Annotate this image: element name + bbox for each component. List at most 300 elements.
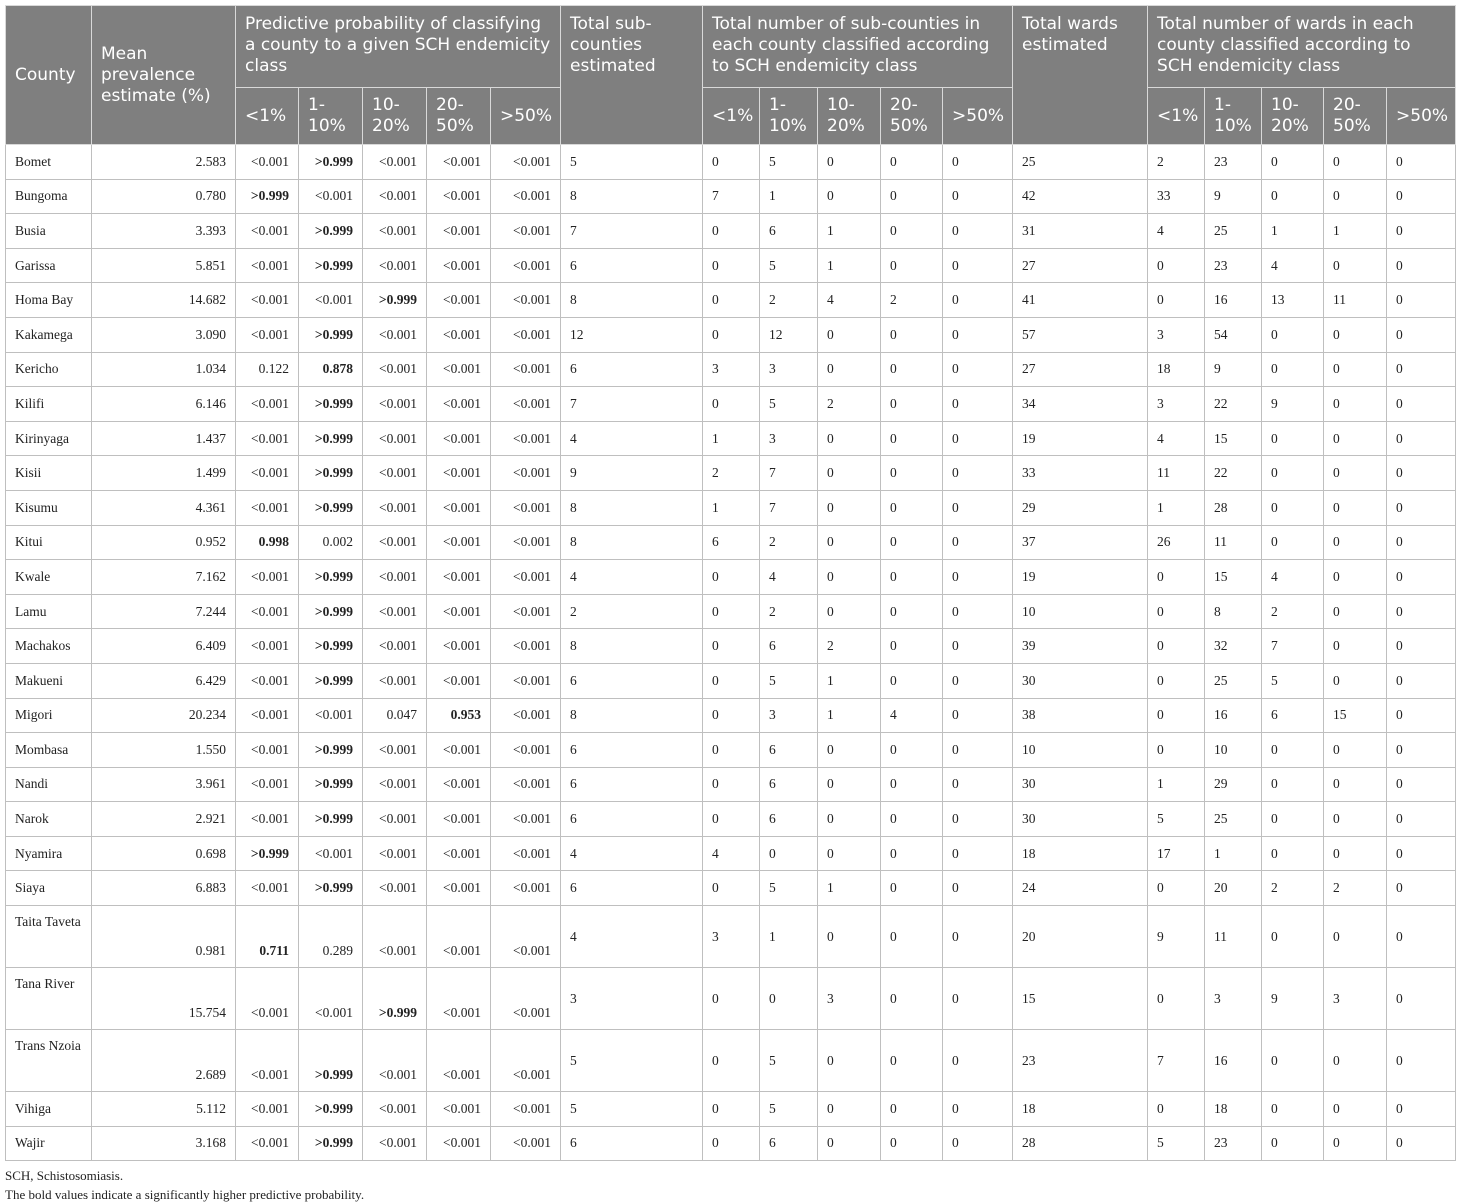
probability-cell: <0.001 xyxy=(491,906,561,968)
sub-county-count-cell: 1 xyxy=(703,421,760,456)
sub-county-count-cell: 4 xyxy=(760,560,818,595)
probability-cell: >0.999 xyxy=(299,421,363,456)
probability-cell: <0.001 xyxy=(491,733,561,768)
ward-count-cell: 23 xyxy=(1205,1126,1262,1161)
sub-county-count-cell: 0 xyxy=(818,1092,881,1127)
ward-count-cell: 9 xyxy=(1148,906,1205,968)
probability-cell: <0.001 xyxy=(427,490,491,525)
probability-cell: <0.001 xyxy=(363,214,427,249)
table-row xyxy=(6,214,1456,249)
sub-county-count-cell: 0 xyxy=(703,387,760,422)
ward-count-cell: 0 xyxy=(1387,456,1456,491)
sub-county-count-cell: 0 xyxy=(943,421,1013,456)
total-sub-counties-cell: 7 xyxy=(561,387,703,422)
probability-cell: 0.002 xyxy=(299,525,363,560)
ward-count-cell: 3 xyxy=(1324,968,1387,1030)
total-wards-cell: 19 xyxy=(1013,421,1148,456)
header-ward-class-0: <1% xyxy=(1148,88,1205,145)
ward-count-cell: 16 xyxy=(1205,698,1262,733)
ward-count-cell: 0 xyxy=(1324,906,1387,968)
header-sub-class-2: 10-20% xyxy=(818,88,881,145)
total-sub-counties-cell: 6 xyxy=(561,733,703,768)
probability-cell: <0.001 xyxy=(236,733,299,768)
county-cell: Narok xyxy=(6,802,92,837)
sub-county-count-cell: 0 xyxy=(881,836,943,871)
probability-cell: <0.001 xyxy=(427,871,491,906)
probability-cell: <0.001 xyxy=(427,594,491,629)
sub-county-count-cell: 1 xyxy=(818,698,881,733)
ward-count-cell: 0 xyxy=(1324,767,1387,802)
probability-cell: <0.001 xyxy=(491,214,561,249)
table-row xyxy=(6,629,1456,664)
probability-cell: <0.001 xyxy=(363,1126,427,1161)
ward-count-cell: 0 xyxy=(1387,663,1456,698)
table-row xyxy=(6,456,1456,491)
total-sub-counties-cell: 6 xyxy=(561,871,703,906)
sub-county-count-cell: 7 xyxy=(703,179,760,214)
table-row xyxy=(6,968,1456,1030)
ward-count-cell: 0 xyxy=(1262,145,1324,180)
table-row xyxy=(6,387,1456,422)
probability-cell: <0.001 xyxy=(363,594,427,629)
ward-count-cell: 22 xyxy=(1205,387,1262,422)
probability-cell: 0.289 xyxy=(299,906,363,968)
sub-county-count-cell: 6 xyxy=(760,629,818,664)
sub-county-count-cell: 0 xyxy=(943,456,1013,491)
ward-count-cell: 0 xyxy=(1387,733,1456,768)
probability-cell: >0.999 xyxy=(299,560,363,595)
sub-county-count-cell: 0 xyxy=(943,283,1013,318)
sub-county-count-cell: 0 xyxy=(943,906,1013,968)
county-cell: Kwale xyxy=(6,560,92,595)
table-row xyxy=(6,248,1456,283)
ward-count-cell: 20 xyxy=(1205,871,1262,906)
probability-cell: >0.999 xyxy=(299,214,363,249)
ward-count-cell: 7 xyxy=(1262,629,1324,664)
probability-cell: >0.999 xyxy=(299,145,363,180)
ward-count-cell: 1 xyxy=(1262,214,1324,249)
ward-count-cell: 16 xyxy=(1205,1030,1262,1092)
ward-count-cell: 0 xyxy=(1324,1030,1387,1092)
sub-county-count-cell: 0 xyxy=(881,871,943,906)
sub-county-count-cell: 0 xyxy=(881,767,943,802)
total-sub-counties-cell: 4 xyxy=(561,836,703,871)
sub-county-count-cell: 6 xyxy=(760,214,818,249)
sub-county-count-cell: 5 xyxy=(760,387,818,422)
sub-county-count-cell: 0 xyxy=(881,456,943,491)
total-wards-cell: 10 xyxy=(1013,594,1148,629)
probability-cell: 0.998 xyxy=(236,525,299,560)
ward-count-cell: 15 xyxy=(1205,560,1262,595)
probability-cell: <0.001 xyxy=(363,1092,427,1127)
ward-count-cell: 0 xyxy=(1324,663,1387,698)
header-ward-class-4: >50% xyxy=(1387,88,1456,145)
ward-count-cell: 0 xyxy=(1387,1030,1456,1092)
probability-cell: <0.001 xyxy=(427,145,491,180)
ward-count-cell: 0 xyxy=(1387,352,1456,387)
sub-county-count-cell: 5 xyxy=(760,871,818,906)
sub-county-count-cell: 0 xyxy=(818,767,881,802)
ward-count-cell: 0 xyxy=(1262,179,1324,214)
sub-county-count-cell: 6 xyxy=(760,802,818,837)
probability-cell: <0.001 xyxy=(491,1092,561,1127)
ward-count-cell: 28 xyxy=(1205,490,1262,525)
probability-cell: <0.001 xyxy=(299,179,363,214)
table-row xyxy=(6,145,1456,180)
probability-cell: <0.001 xyxy=(299,698,363,733)
total-sub-counties-cell: 6 xyxy=(561,1126,703,1161)
ward-count-cell: 0 xyxy=(1324,179,1387,214)
ward-count-cell: 0 xyxy=(1387,594,1456,629)
ward-count-cell: 25 xyxy=(1205,663,1262,698)
probability-cell: <0.001 xyxy=(236,421,299,456)
sub-county-count-cell: 0 xyxy=(943,1126,1013,1161)
table-row xyxy=(6,421,1456,456)
probability-cell: <0.001 xyxy=(236,317,299,352)
sub-county-count-cell: 0 xyxy=(818,490,881,525)
sub-county-count-cell: 2 xyxy=(818,629,881,664)
total-sub-counties-cell: 8 xyxy=(561,490,703,525)
probability-cell: <0.001 xyxy=(491,179,561,214)
ward-count-cell: 0 xyxy=(1387,1092,1456,1127)
probability-cell: <0.001 xyxy=(491,1126,561,1161)
total-wards-cell: 28 xyxy=(1013,1126,1148,1161)
sub-county-count-cell: 2 xyxy=(703,456,760,491)
ward-count-cell: 0 xyxy=(1262,352,1324,387)
total-sub-counties-cell: 2 xyxy=(561,594,703,629)
probability-cell: <0.001 xyxy=(491,871,561,906)
sub-county-count-cell: 0 xyxy=(881,560,943,595)
total-sub-counties-cell: 5 xyxy=(561,145,703,180)
ward-count-cell: 0 xyxy=(1324,525,1387,560)
sub-county-count-cell: 0 xyxy=(760,836,818,871)
probability-cell: <0.001 xyxy=(427,456,491,491)
ward-count-cell: 4 xyxy=(1148,214,1205,249)
probability-cell: <0.001 xyxy=(236,214,299,249)
ward-count-cell: 29 xyxy=(1205,767,1262,802)
sub-county-count-cell: 2 xyxy=(760,283,818,318)
probability-cell: <0.001 xyxy=(363,421,427,456)
sub-county-count-cell: 0 xyxy=(881,145,943,180)
probability-cell: <0.001 xyxy=(427,836,491,871)
sub-county-count-cell: 3 xyxy=(703,906,760,968)
total-sub-counties-cell: 8 xyxy=(561,283,703,318)
probability-cell: <0.001 xyxy=(491,663,561,698)
ward-count-cell: 15 xyxy=(1205,421,1262,456)
probability-cell: <0.001 xyxy=(236,1092,299,1127)
county-cell: Nandi xyxy=(6,767,92,802)
sub-county-count-cell: 0 xyxy=(760,968,818,1030)
probability-cell: <0.001 xyxy=(427,968,491,1030)
ward-count-cell: 0 xyxy=(1324,733,1387,768)
probability-cell: <0.001 xyxy=(236,248,299,283)
total-sub-counties-cell: 7 xyxy=(561,214,703,249)
county-cell: Kirinyaga xyxy=(6,421,92,456)
ward-count-cell: 18 xyxy=(1205,1092,1262,1127)
sub-county-count-cell: 0 xyxy=(818,560,881,595)
mean-prevalence-cell: 3.168 xyxy=(92,1126,236,1161)
sub-county-count-cell: 0 xyxy=(818,906,881,968)
ward-count-cell: 0 xyxy=(1262,317,1324,352)
ward-count-cell: 0 xyxy=(1324,317,1387,352)
probability-cell: <0.001 xyxy=(491,421,561,456)
ward-count-cell: 0 xyxy=(1262,1092,1324,1127)
sub-county-count-cell: 0 xyxy=(818,1126,881,1161)
probability-cell: <0.001 xyxy=(491,698,561,733)
total-sub-counties-cell: 5 xyxy=(561,1092,703,1127)
probability-cell: <0.001 xyxy=(299,836,363,871)
mean-prevalence-cell: 5.112 xyxy=(92,1092,236,1127)
table-row xyxy=(6,906,1456,968)
mean-prevalence-cell: 6.146 xyxy=(92,387,236,422)
total-wards-cell: 10 xyxy=(1013,733,1148,768)
ward-count-cell: 0 xyxy=(1324,248,1387,283)
ward-count-cell: 16 xyxy=(1205,283,1262,318)
total-wards-cell: 20 xyxy=(1013,906,1148,968)
table-row xyxy=(6,1030,1456,1092)
sub-county-count-cell: 7 xyxy=(760,490,818,525)
ward-count-cell: 0 xyxy=(1324,1092,1387,1127)
probability-cell: <0.001 xyxy=(236,456,299,491)
ward-count-cell: 0 xyxy=(1324,490,1387,525)
ward-count-cell: 25 xyxy=(1205,802,1262,837)
sub-county-count-cell: 0 xyxy=(943,968,1013,1030)
ward-count-cell: 17 xyxy=(1148,836,1205,871)
ward-count-cell: 11 xyxy=(1324,283,1387,318)
probability-cell: <0.001 xyxy=(427,733,491,768)
ward-count-cell: 11 xyxy=(1205,906,1262,968)
sub-county-count-cell: 5 xyxy=(760,248,818,283)
county-cell: Bomet xyxy=(6,145,92,180)
sub-county-count-cell: 0 xyxy=(703,214,760,249)
header-sub-class-4: >50% xyxy=(943,88,1013,145)
ward-count-cell: 1 xyxy=(1148,767,1205,802)
ward-count-cell: 3 xyxy=(1148,387,1205,422)
county-cell: Trans Nzoia xyxy=(6,1030,92,1092)
ward-count-cell: 9 xyxy=(1205,179,1262,214)
sub-county-count-cell: 0 xyxy=(703,1126,760,1161)
mean-prevalence-cell: 3.393 xyxy=(92,214,236,249)
total-wards-cell: 18 xyxy=(1013,836,1148,871)
ward-count-cell: 0 xyxy=(1324,352,1387,387)
total-sub-counties-cell: 6 xyxy=(561,767,703,802)
probability-cell: <0.001 xyxy=(363,663,427,698)
ward-count-cell: 0 xyxy=(1387,490,1456,525)
table-row xyxy=(6,663,1456,698)
total-wards-cell: 39 xyxy=(1013,629,1148,664)
header-prob-class-4: >50% xyxy=(491,88,561,145)
county-cell: Lamu xyxy=(6,594,92,629)
ward-count-cell: 4 xyxy=(1262,560,1324,595)
probability-cell: <0.001 xyxy=(491,594,561,629)
probability-cell: <0.001 xyxy=(427,248,491,283)
sub-county-count-cell: 3 xyxy=(818,968,881,1030)
total-wards-cell: 38 xyxy=(1013,698,1148,733)
ward-count-cell: 0 xyxy=(1262,733,1324,768)
probability-cell: 0.122 xyxy=(236,352,299,387)
sub-county-count-cell: 0 xyxy=(943,629,1013,664)
probability-cell: <0.001 xyxy=(491,456,561,491)
county-cell: Kisii xyxy=(6,456,92,491)
sub-county-count-cell: 0 xyxy=(881,663,943,698)
probability-cell: 0.878 xyxy=(299,352,363,387)
ward-count-cell: 0 xyxy=(1148,629,1205,664)
ward-count-cell: 0 xyxy=(1148,663,1205,698)
header-sub-class-3: 20-50% xyxy=(881,88,943,145)
table-row xyxy=(6,698,1456,733)
probability-cell: <0.001 xyxy=(363,906,427,968)
county-cell: Siaya xyxy=(6,871,92,906)
probability-cell: <0.001 xyxy=(236,1126,299,1161)
total-sub-counties-cell: 4 xyxy=(561,906,703,968)
sub-county-count-cell: 0 xyxy=(703,283,760,318)
sub-county-count-cell: 1 xyxy=(760,906,818,968)
sub-county-count-cell: 0 xyxy=(818,421,881,456)
probability-cell: >0.999 xyxy=(363,968,427,1030)
sub-county-count-cell: 0 xyxy=(703,145,760,180)
total-wards-cell: 27 xyxy=(1013,352,1148,387)
sub-county-count-cell: 0 xyxy=(818,1030,881,1092)
county-cell: Makueni xyxy=(6,663,92,698)
county-cell: Kitui xyxy=(6,525,92,560)
sub-county-count-cell: 0 xyxy=(943,179,1013,214)
ward-count-cell: 0 xyxy=(1387,1126,1456,1161)
ward-count-cell: 11 xyxy=(1148,456,1205,491)
probability-cell: <0.001 xyxy=(236,490,299,525)
probability-cell: <0.001 xyxy=(491,767,561,802)
sub-county-count-cell: 0 xyxy=(943,214,1013,249)
probability-cell: >0.999 xyxy=(299,317,363,352)
sub-county-count-cell: 0 xyxy=(943,490,1013,525)
ward-count-cell: 0 xyxy=(1324,560,1387,595)
table-row xyxy=(6,283,1456,318)
sub-county-count-cell: 0 xyxy=(881,248,943,283)
probability-cell: >0.999 xyxy=(299,490,363,525)
mean-prevalence-cell: 3.961 xyxy=(92,767,236,802)
ward-count-cell: 54 xyxy=(1205,317,1262,352)
sub-county-count-cell: 2 xyxy=(760,525,818,560)
total-wards-cell: 31 xyxy=(1013,214,1148,249)
probability-cell: 0.711 xyxy=(236,906,299,968)
total-sub-counties-cell: 8 xyxy=(561,525,703,560)
probability-cell: <0.001 xyxy=(363,490,427,525)
total-sub-counties-cell: 4 xyxy=(561,421,703,456)
probability-cell: <0.001 xyxy=(363,802,427,837)
probability-cell: <0.001 xyxy=(363,525,427,560)
ward-count-cell: 23 xyxy=(1205,145,1262,180)
mean-prevalence-cell: 0.698 xyxy=(92,836,236,871)
probability-cell: <0.001 xyxy=(491,1030,561,1092)
schistosomiasis-table xyxy=(5,5,1456,1161)
sub-county-count-cell: 0 xyxy=(943,698,1013,733)
sub-county-count-cell: 0 xyxy=(818,317,881,352)
probability-cell: <0.001 xyxy=(427,283,491,318)
probability-cell: <0.001 xyxy=(363,560,427,595)
ward-count-cell: 15 xyxy=(1324,698,1387,733)
ward-count-cell: 0 xyxy=(1387,214,1456,249)
sub-county-count-cell: 6 xyxy=(760,1126,818,1161)
mean-prevalence-cell: 2.583 xyxy=(92,145,236,180)
sub-county-count-cell: 0 xyxy=(881,387,943,422)
total-wards-cell: 25 xyxy=(1013,145,1148,180)
ward-count-cell: 0 xyxy=(1387,836,1456,871)
header-ward-class-3: 20-50% xyxy=(1324,88,1387,145)
table-row xyxy=(6,352,1456,387)
ward-count-cell: 0 xyxy=(1387,906,1456,968)
ward-count-cell: 8 xyxy=(1205,594,1262,629)
sub-county-count-cell: 5 xyxy=(760,145,818,180)
ward-count-cell: 0 xyxy=(1387,560,1456,595)
sub-county-count-cell: 0 xyxy=(703,871,760,906)
probability-cell: <0.001 xyxy=(236,145,299,180)
county-cell: Wajir xyxy=(6,1126,92,1161)
sub-county-count-cell: 1 xyxy=(818,663,881,698)
table-container xyxy=(5,5,1455,1204)
probability-cell: <0.001 xyxy=(236,594,299,629)
probability-cell: >0.999 xyxy=(299,663,363,698)
ward-count-cell: 0 xyxy=(1148,733,1205,768)
probability-cell: <0.001 xyxy=(236,802,299,837)
county-cell: Bungoma xyxy=(6,179,92,214)
probability-cell: <0.001 xyxy=(363,352,427,387)
sub-county-count-cell: 0 xyxy=(703,767,760,802)
sub-county-count-cell: 2 xyxy=(881,283,943,318)
table-row xyxy=(6,560,1456,595)
header-sub-county-classes: Total number of sub-counties in each county classified according to SCH endemicity class xyxy=(703,6,1013,88)
total-wards-cell: 18 xyxy=(1013,1092,1148,1127)
total-sub-counties-cell: 8 xyxy=(561,698,703,733)
ward-count-cell: 0 xyxy=(1262,456,1324,491)
sub-county-count-cell: 0 xyxy=(818,802,881,837)
total-wards-cell: 30 xyxy=(1013,663,1148,698)
mean-prevalence-cell: 20.234 xyxy=(92,698,236,733)
mean-prevalence-cell: 5.851 xyxy=(92,248,236,283)
sub-county-count-cell: 0 xyxy=(943,767,1013,802)
ward-count-cell: 0 xyxy=(1324,145,1387,180)
probability-cell: <0.001 xyxy=(491,248,561,283)
ward-count-cell: 0 xyxy=(1387,317,1456,352)
table-row xyxy=(6,871,1456,906)
sub-county-count-cell: 3 xyxy=(760,698,818,733)
county-cell: Vihiga xyxy=(6,1092,92,1127)
mean-prevalence-cell: 0.780 xyxy=(92,179,236,214)
probability-cell: <0.001 xyxy=(427,214,491,249)
sub-county-count-cell: 3 xyxy=(703,352,760,387)
total-sub-counties-cell: 6 xyxy=(561,352,703,387)
probability-cell: <0.001 xyxy=(427,1126,491,1161)
county-cell: Kakamega xyxy=(6,317,92,352)
probability-cell: <0.001 xyxy=(363,629,427,664)
sub-county-count-cell: 1 xyxy=(818,214,881,249)
mean-prevalence-cell: 6.883 xyxy=(92,871,236,906)
total-wards-cell: 27 xyxy=(1013,248,1148,283)
county-cell: Garissa xyxy=(6,248,92,283)
sub-county-count-cell: 3 xyxy=(760,421,818,456)
probability-cell: >0.999 xyxy=(299,1092,363,1127)
ward-count-cell: 0 xyxy=(1387,525,1456,560)
probability-cell: >0.999 xyxy=(299,871,363,906)
sub-county-count-cell: 0 xyxy=(703,1092,760,1127)
sub-county-count-cell: 0 xyxy=(881,214,943,249)
sub-county-count-cell: 0 xyxy=(881,1092,943,1127)
probability-cell: >0.999 xyxy=(236,836,299,871)
ward-count-cell: 0 xyxy=(1324,836,1387,871)
sub-county-count-cell: 6 xyxy=(760,767,818,802)
ward-count-cell: 0 xyxy=(1387,698,1456,733)
mean-prevalence-cell: 0.952 xyxy=(92,525,236,560)
ward-count-cell: 2 xyxy=(1324,871,1387,906)
mean-prevalence-cell: 1.437 xyxy=(92,421,236,456)
